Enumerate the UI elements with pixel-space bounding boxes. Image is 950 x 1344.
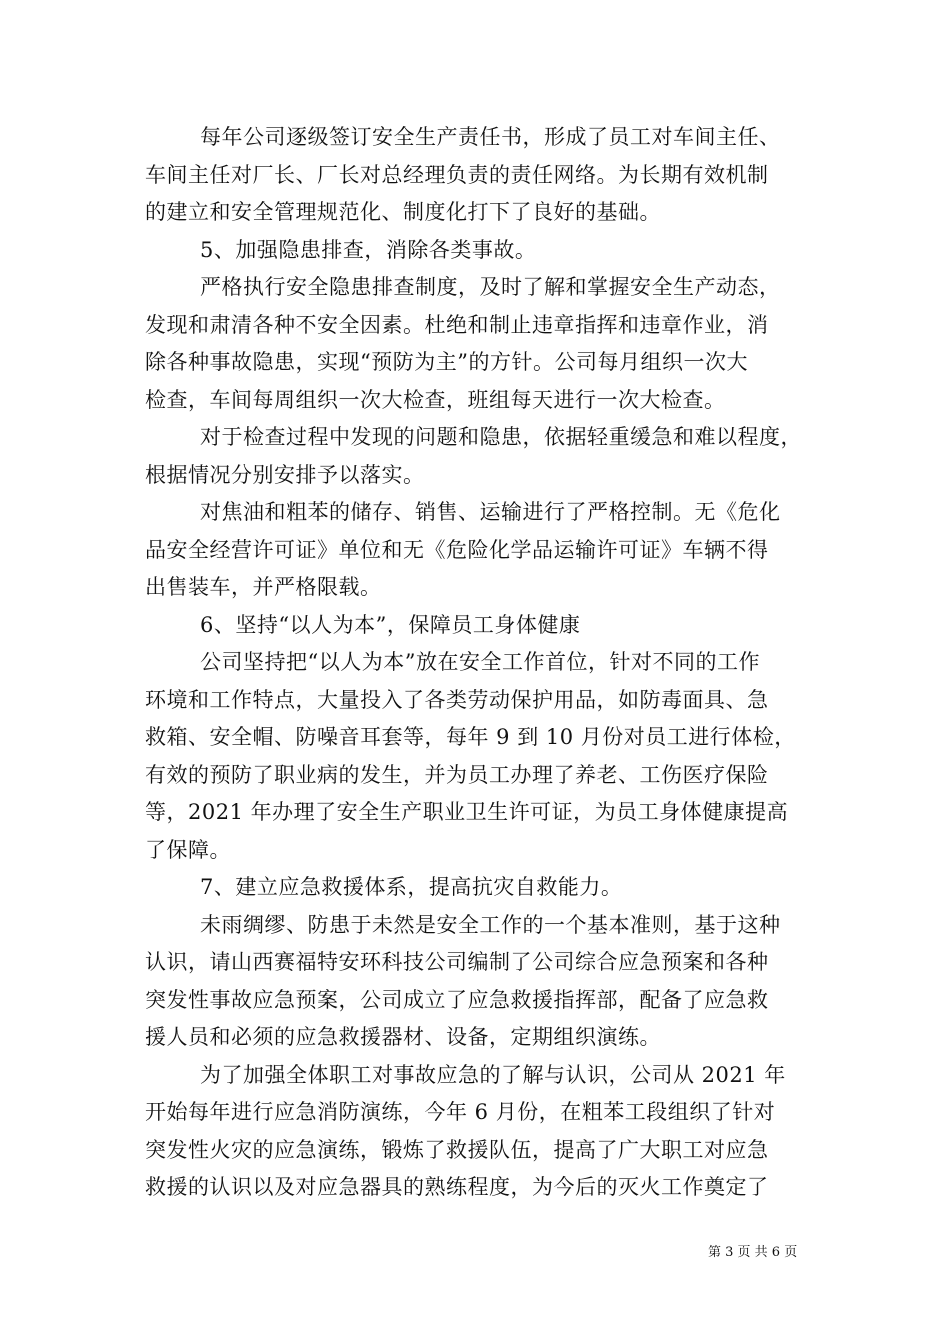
section-heading-5: 5、加强隐患排查，消除各类事故。	[200, 237, 537, 262]
text-line-27: 开始每年进行应急消防演练，今年 6 月份，在粗苯工段组织了针对	[145, 1100, 776, 1124]
page-number: 第 3 页 共 6 页	[708, 1245, 798, 1260]
text-line-24: 突发性事故应急预案，公司成立了应急救援指挥部，配备了应急救	[145, 987, 769, 1012]
text-line-18: 有效的预防了职业病的发生，并为员工办理了养老、工伤医疗保险	[145, 762, 769, 787]
text-line-13: 出售装车，并严格限载。	[145, 575, 382, 599]
text-line-6: 发现和肃清各种不安全因素。杜绝和制止违章指挥和违章作业，消	[145, 312, 769, 337]
text-line-15: 公司坚持把“以人为本”放在安全工作首位，针对不同的工作	[200, 650, 760, 674]
text-line-19: 等，2021 年办理了安全生产职业卫生许可证，为员工身体健康提高	[145, 800, 789, 824]
text-line-22: 未雨绸缪、防患于未然是安全工作的一个基本准则，基于这种	[200, 912, 781, 937]
document-body	[145, 119, 810, 1207]
text-line-26: 为了加强全体职工对事故应急的了解与认识，公司从 2021 年	[200, 1062, 786, 1087]
text-line-25: 援人员和必须的应急救援器材、设备，定期组织演练。	[145, 1025, 661, 1049]
section-heading-7: 7、建立应急救援体系，提高抗灾自救能力。	[200, 875, 623, 899]
text-line-2: 车间主任对厂长、厂长对总经理负责的责任网络。为长期有效机制	[145, 162, 769, 187]
text-line-20: 了保障。	[145, 837, 231, 862]
text-line-16: 环境和工作特点，大量投入了各类劳动保护用品，如防毒面具、急	[145, 687, 769, 712]
text-line-9: 对于检查过程中发现的问题和隐患，依据轻重缓急和难以程度，	[200, 425, 802, 449]
text-line-1: 每年公司逐级签订安全生产责任书，形成了员工对车间主任、	[200, 125, 781, 149]
text-line-3: 的建立和安全管理规范化、制度化打下了良好的基础。	[145, 200, 661, 224]
text-line-17: 救箱、安全帽、防噪音耳套等，每年 9 到 10 月份对员工进行体检，	[145, 725, 796, 749]
text-line-28: 突发性火灾的应急演练，锻炼了救援队伍，提高了广大职工对应急	[145, 1137, 769, 1162]
section-heading-6: 6、坚持“以人为本”，保障员工身体健康	[200, 612, 581, 637]
text-line-11: 对焦油和粗苯的储存、销售、运输进行了严格控制。无《危化	[200, 500, 781, 524]
text-line-5: 严格执行安全隐患排查制度，及时了解和掌握安全生产动态，	[200, 275, 781, 299]
text-line-12: 品安全经营许可证》单位和无《危险化学品运输许可证》车辆不得	[145, 537, 769, 562]
text-line-29: 救援的认识以及对应急器具的熟练程度，为今后的灭火工作奠定了	[145, 1175, 769, 1199]
text-line-23: 认识，请山西赛福特安环科技公司编制了公司综合应急预案和各种	[145, 950, 769, 974]
text-line-8: 检查，车间每周组织一次大检查，班组每天进行一次大检查。	[145, 387, 726, 412]
text-line-7: 除各种事故隐患，实现“预防为主”的方针。公司每月组织一次大	[145, 350, 748, 374]
text-line-10: 根据情况分别安排予以落实。	[145, 462, 425, 487]
